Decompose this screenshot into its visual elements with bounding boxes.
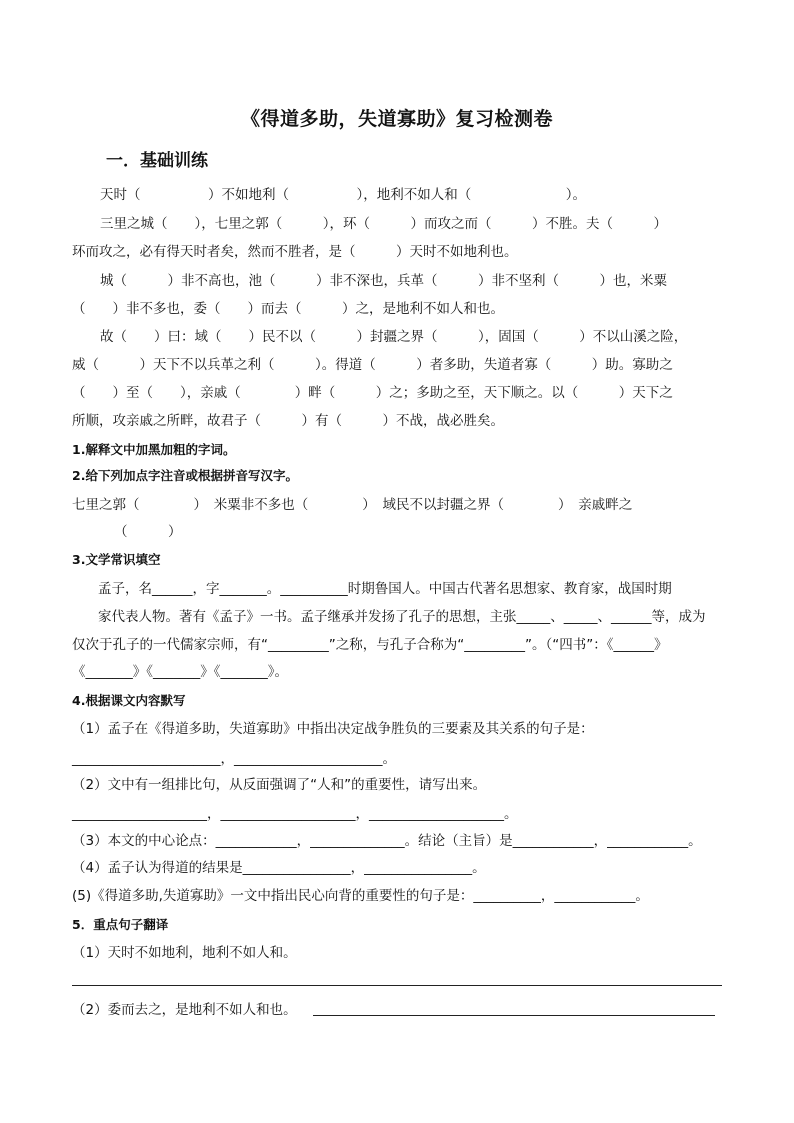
- question-line: 《_______》《_______》《_______》。: [72, 664, 288, 680]
- answer-rule: [313, 1015, 715, 1016]
- question-heading: 5．重点句子翻译: [72, 917, 169, 932]
- section-heading: 一．基础训练: [106, 151, 208, 171]
- question-line: 仅次于孔子的一代儒家宗师，有“_________”之称，与孔子合称为“_________”。（“四书”：《______》: [72, 637, 668, 653]
- question-line: （2）文中有一组排比句，从反面强调了“人和”的重要性，请写出来。: [72, 777, 487, 793]
- answer-line: ______________________，______________________。: [72, 751, 396, 767]
- passage-line: 故（ ）曰：域（ ）民不以（ ）封疆之界（ ），固国（ ）不以山溪之险，: [100, 329, 688, 345]
- question-line: 孟子，名______，字_______。__________时期鲁国人。中国古代著名思想家、教育家，战国时期: [98, 581, 672, 597]
- question-line: (5)《得道多助,失道寡助》一文中指出民心向背的重要性的句子是：__________，____________。: [72, 888, 649, 904]
- passage-line: 城（ ）非不高也，池（ ）非不深也，兵革（ ）非不坚利（ ）也，米粟: [100, 273, 667, 289]
- question-heading: 4.根据课文内容默写: [72, 693, 186, 708]
- answer-rule: [72, 985, 722, 986]
- question-line: （1）天时不如地利，地利不如人和。: [72, 945, 297, 961]
- passage-line: 环而攻之，必有得天时者矣，然而不胜者，是（ ）天时不如地利也。: [72, 244, 518, 260]
- passage-line: 三里之城（ ），七里之郭（ ），环（ ）而攻之而（ ）不胜。夫（ ）: [100, 216, 667, 232]
- question-line: 家代表人物。著有《孟子》一书。孟子继承并发扬了孔子的思想，主张_____、_____、______等，成为: [98, 609, 706, 625]
- passage-line: 天时（ ）不如地利（ ），地利不如人和（ ）。: [100, 187, 586, 203]
- passage-line: （ ）至（ ），亲戚（ ）畔（ ）之；多助之至，天下顺之。以（ ）天下之: [72, 385, 673, 401]
- answer-line: ____________________，____________________，____________________。: [72, 806, 518, 822]
- question-line: （3）本文的中心论点：____________，______________。结论（主旨）是____________，____________。: [72, 833, 702, 849]
- passage-line: 所顺，攻亲戚之所畔，故君子（ ）有（ ）不战，战必胜矣。: [72, 413, 504, 429]
- question-line: （1）孟子在《得道多助，失道寡助》中指出决定战争胜负的三要素及其关系的句子是：: [72, 721, 594, 737]
- question-line: 七里之郭（ ） 米粟非不多也（ ） 域民不以封疆之界（ ） 亲戚畔之: [72, 497, 633, 513]
- question-line: （4）孟子认为得道的结果是________________，________________。: [72, 860, 486, 876]
- question-heading: 2.给下列加点字注音或根据拼音写汉字。: [72, 468, 298, 483]
- question-line: （2）委而去之，是地利不如人和也。: [72, 1002, 297, 1018]
- question-heading: 1.解释文中加黑加粗的字词。: [72, 442, 236, 457]
- question-line: （ ）: [114, 524, 182, 540]
- passage-line: （ ）非不多也，委（ ）而去（ ）之，是地利不如人和也。: [72, 301, 504, 317]
- passage-line: 威（ ）天下不以兵革之利（ ）。得道（ ）者多助，失道者寡（ ）助。寡助之: [72, 357, 673, 373]
- question-heading: 3.文学常识填空: [72, 552, 161, 567]
- page-title: 《得道多助，失道寡助》复习检测卷: [240, 108, 553, 130]
